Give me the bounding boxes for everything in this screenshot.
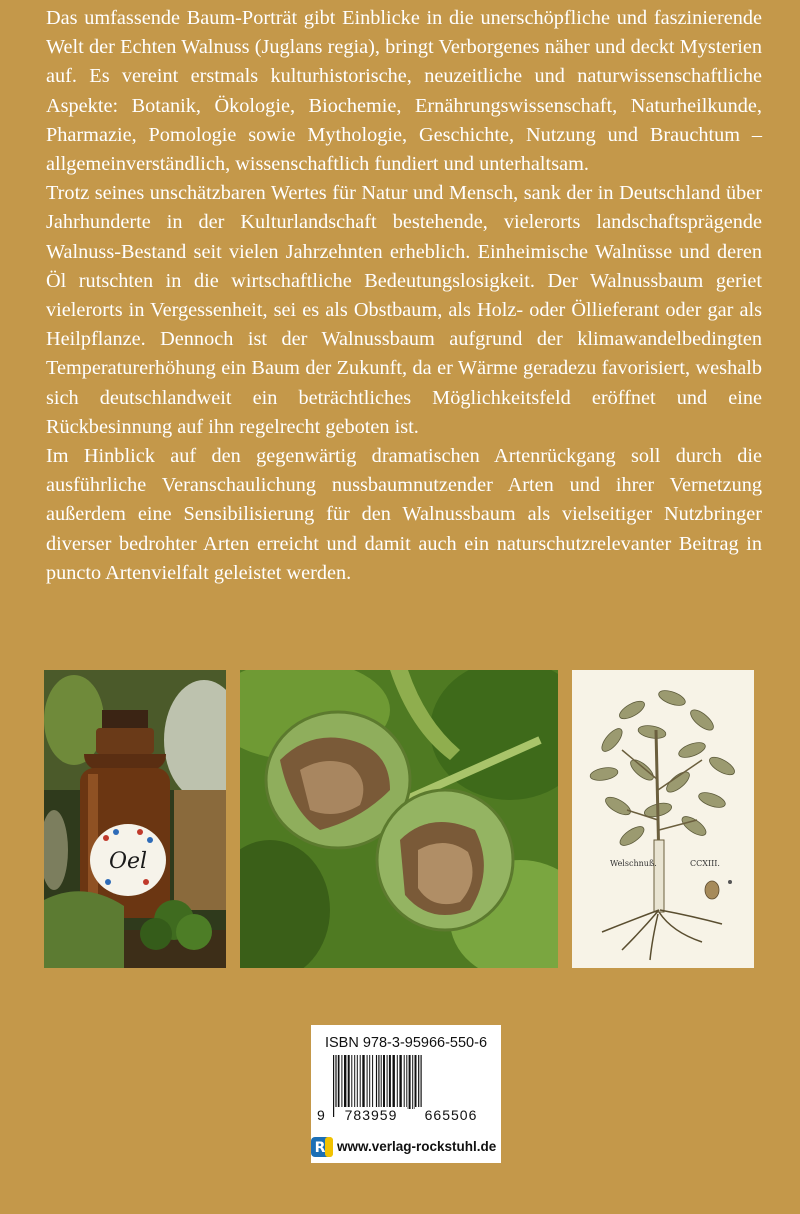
barcode-digit-first: 9 [317,1107,325,1123]
barcode-digits-right: 665506 [415,1107,487,1123]
publisher-logo [311,1137,333,1157]
blurb-paragraph-3: Im Hinblick auf den gegenwärtig dramatischen Artenrückgang soll durch die ausführliche Veranschaulichung nussbaumnutzender Arten und ihrer Vernetzung außerdem eine Sensibilisierung für den Walnussbaum als vielseitiger Nutzbringer diverser bedrohter Arten erreicht und damit auch ein naturschutzrelevanter Beitrag in puncto Artenvielfalt geleistet werden. [46,445,762,584]
barcode-bar [412,1055,413,1109]
barcode-bar [381,1055,382,1109]
barcode-bar [415,1055,417,1109]
barcode-bar [399,1055,401,1109]
barcode-bar [344,1055,346,1109]
publisher-logo-letter: R [314,1140,326,1156]
barcode-bar [372,1055,373,1109]
barcode-bar [383,1055,385,1109]
barcode-bar [360,1055,361,1109]
barcode-bar [341,1055,342,1109]
blurb-text [46,4,762,588]
barcode-bar [409,1055,411,1109]
barcode-digits-left: 783959 [335,1107,407,1123]
barcode-bar [404,1055,405,1109]
blurb-paragraph-1: Das umfassende Baum-Porträt gibt Einblicke in die unerschöpfliche und faszinierende Welt der Echten Walnuss (Juglans regia), bringt Verborgenes näher und deckt Mysterien auf. Es vereint erstmals kulturhistorische, neuzeitliche und naturwissenschaftliche Aspekte: Botanik, Ökologie, Biochemie, Ernährungswissenschaft, Naturheilkunde, Pharmazie, Pomologie sowie Mythologie, Geschichte, Nutzung und Brauchtum – allgemeinverständlich, wissenschaftlich fundiert und unterhaltsam. [46,7,762,176]
oil-label-text: Oel [108,849,148,874]
publisher-website-link[interactable]: www.verlag-rockstuhl.de [337,1139,497,1154]
barcode-bar [397,1055,398,1109]
oil-bottle-photo [44,670,226,968]
barcode-bar [362,1055,364,1109]
barcode-bar [348,1055,350,1109]
walnut-photo [240,670,558,968]
barcode-bar [369,1055,370,1109]
barcode-bar [351,1055,352,1109]
barcode-bar [338,1055,340,1109]
barcode-bar [389,1055,391,1109]
barcode-bar [367,1055,368,1109]
botanical-plate-illustration [572,670,754,968]
barcode-bar [354,1055,355,1109]
barcode-panel [311,1025,501,1163]
publisher-line [311,1135,501,1159]
barcode-bar [387,1055,388,1109]
barcode-bar [393,1055,395,1109]
plate-caption-left: Welschnuß. [610,859,657,868]
barcode-bar [406,1055,407,1109]
plate-caption-right: CCXIII. [690,859,720,868]
isbn-number: ISBN 978-3-95966-550-6 [324,1035,488,1051]
blurb-paragraph-2: Trotz seines unschätzbaren Wertes für Natur und Mensch, sank der in Deutschland über Jahrhunderte in der Kulturlandschaft bestehende, vielerorts landschaftsprägende Walnuss-Bestand seit vielen Jahrzehnten erheblich. Einheimische Walnüsse und deren Öl rutschten in die wirtschaftliche Bedeutungslosigkeit. Der Walnussbaum geriet vielerorts in Vergessenheit, sei es als Obstbaum, als Holz- oder Öllieferant oder gar als Heilpflanze. Dennoch ist der Walnussbaum aufgrund der klimawandelbedingten Temperaturerhöhung ein Baum der Zukunft, da er Wärme geradezu favorisiert, weshalb sich deutschlandweit ein beträchtliches Möglichkeitsfeld eröffnet und eine Rückbesinnung auf ihn regelrecht geboten ist. [46,182,762,438]
barcode-bar [357,1055,358,1109]
